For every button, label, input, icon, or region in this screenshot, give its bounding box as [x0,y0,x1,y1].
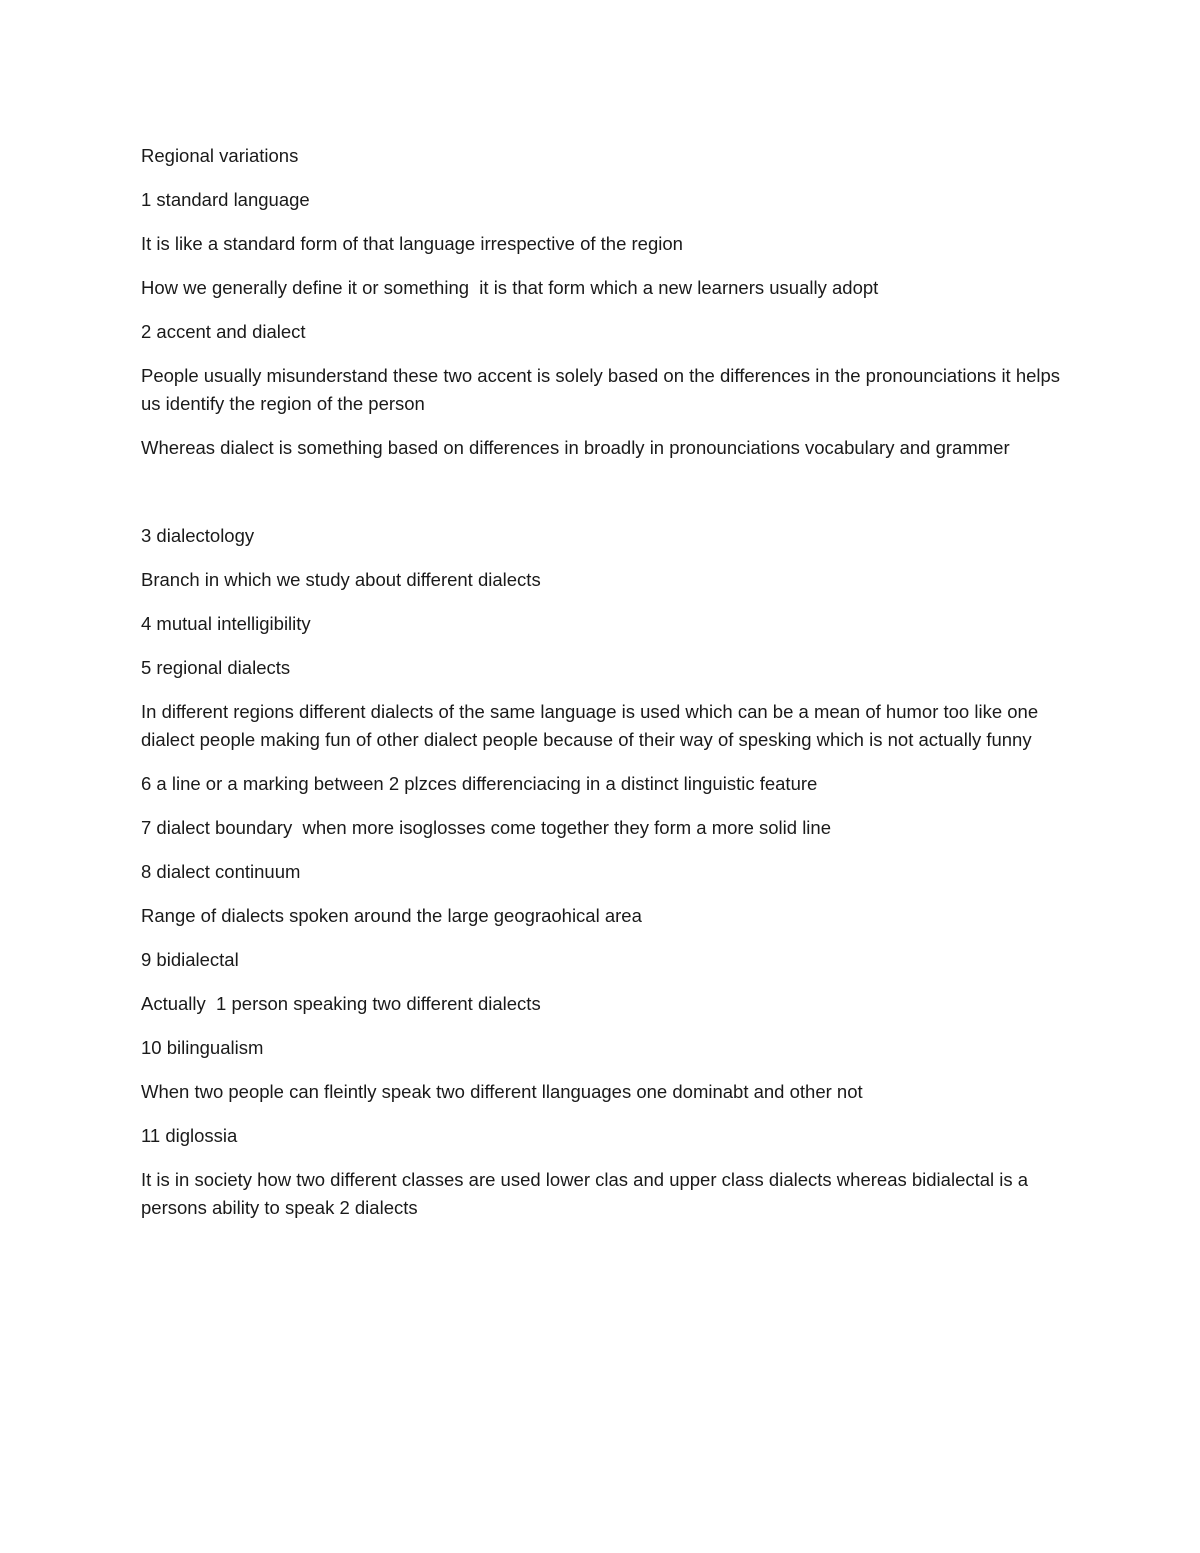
paragraph: How we generally define it or something it is that form which a new learners usually adopt [141,277,879,298]
paragraph: In different regions different dialects of the same language is used which can be a mean of humor too like one dialect people making fun of other dialect people because of their way of spesking which is not actually funny [141,701,1044,750]
paragraph: 6 a line or a marking between 2 plzces differenciacing in a distinct linguistic feature [141,773,818,794]
paragraph: Branch in which we study about different dialects [141,569,541,590]
heading-standard-language: 1 standard language [141,189,310,210]
paragraph: People usually misunderstand these two accent is solely based on the differences in the pronounciations it helps us identify the region of the person [141,365,1066,414]
heading-accent-and-dialect: 2 accent and dialect [141,321,306,342]
blank-line [141,478,1071,522]
heading-diglossia: 11 diglossia [141,1125,238,1146]
heading-dialect-continuum: 8 dialect continuum [141,861,301,882]
paragraph: Range of dialects spoken around the large geograohical area [141,905,642,926]
paragraph: Whereas dialect is something based on differences in broadly in pronounciations vocabulary and grammer [141,437,1010,458]
paragraph: It is in society how two different classes are used lower clas and upper class dialects whereas bidialectal is a persons ability to speak 2 dialects [141,1169,1034,1218]
document-body [141,142,1071,1238]
heading-regional-dialects: 5 regional dialects [141,657,291,678]
paragraph: 7 dialect boundary when more isoglosses come together they form a more solid line [141,817,831,838]
heading-dialectology: 3 dialectology [141,525,255,546]
document-title: Regional variations [141,145,299,166]
paragraph: When two people can fleintly speak two different llanguages one dominabt and other not [141,1081,863,1102]
heading-mutual-intelligibility: 4 mutual intelligibility [141,613,311,634]
heading-bidialectal: 9 bidialectal [141,949,239,970]
paragraph: Actually 1 person speaking two different dialects [141,993,541,1014]
heading-bilingualism: 10 bilingualism [141,1037,264,1058]
paragraph: It is like a standard form of that language irrespective of the region [141,233,683,254]
